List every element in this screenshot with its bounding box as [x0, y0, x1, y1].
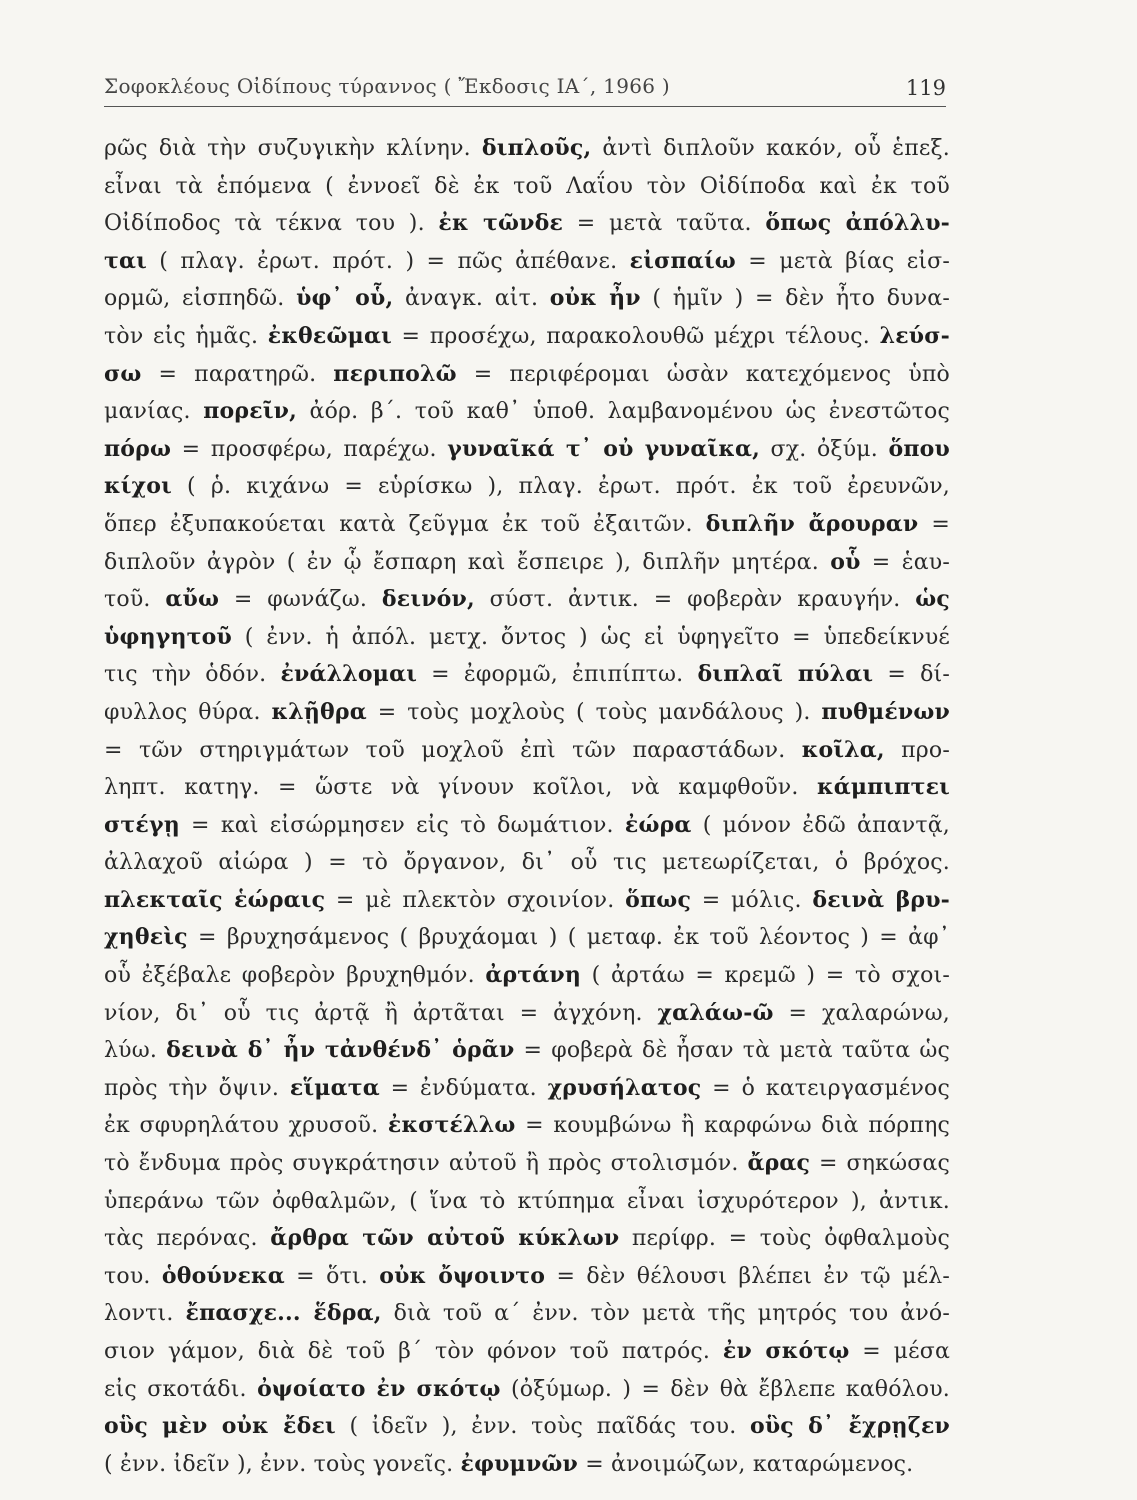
- lemma-term: δεινόν,: [381, 586, 475, 613]
- running-header: [104, 70, 946, 107]
- gloss-text: πρὸς τὴν ὄψιν.: [104, 1075, 290, 1101]
- text-line: [104, 769, 950, 807]
- gloss-text: ( ἀρτάω = κρεμῶ ) = τὸ σχοι-: [581, 963, 950, 989]
- lemma-term: οὐκ ἦν: [549, 285, 641, 312]
- text-line: [104, 1295, 950, 1333]
- gloss-text: ὑπεράνω τῶν ὀφθαλμῶν, ( ἵνα τὸ κτύπημα εἶναι ἰσχυρότερον ), ἀντικ.: [104, 1188, 950, 1214]
- lemma-term: στέγῃ: [104, 811, 180, 838]
- gloss-text: = ἐφορμῶ, ἐπιπίπτω.: [417, 662, 698, 688]
- gloss-text: σχ. ὀξύμ.: [760, 436, 889, 462]
- running-title: Σοφοκλέους Οἰδίπους τύραννος ( Ἔκδοσις ΙΑ΄, 1966 ): [104, 74, 671, 98]
- gloss-text: τὸν εἰς ἡμᾶς.: [104, 323, 268, 349]
- lemma-term: ἐφυμνῶν: [460, 1450, 579, 1477]
- lemma-term: οὓς μὲν οὐκ ἔδει: [104, 1413, 336, 1440]
- gloss-text: σύστ. ἀντικ. = φοβερὰν κραυγήν.: [474, 587, 916, 613]
- gloss-text: του.: [104, 1263, 162, 1289]
- text-line: [104, 1107, 950, 1145]
- gloss-text: = χαλαρώνω,: [773, 1000, 950, 1026]
- text-line: [104, 619, 950, 657]
- gloss-text: προ-: [884, 737, 950, 763]
- gloss-text: ἀόρ. β΄. τοῦ καθ᾽ ὑποθ. λαμβανομένου ὡς ἐνεστῶτος: [297, 399, 950, 425]
- gloss-text: ἀναγκ. αἰτ.: [393, 286, 550, 312]
- lemma-term: ὀψοίατο ἐν σκότῳ: [257, 1375, 501, 1402]
- gloss-text: = τῶν στηριγμάτων τοῦ μοχλοῦ ἐπὶ τῶν παραστάδων.: [104, 737, 802, 763]
- lemma-term: ἐκθεῶμαι: [267, 322, 392, 349]
- text-line: [104, 1220, 950, 1258]
- lemma-term: ται: [104, 247, 147, 274]
- text-line: [104, 431, 950, 469]
- text-line: [104, 1371, 950, 1409]
- text-line: [104, 656, 950, 694]
- lemma-term: πυθμένων: [821, 698, 950, 725]
- lemma-term: χηθεὶς: [104, 924, 188, 951]
- lemma-term: κίχοι: [104, 473, 172, 500]
- gloss-text: τις τὴν ὁδόν.: [104, 662, 281, 688]
- lemma-term: ἐν σκότῳ: [722, 1338, 850, 1364]
- text-line: [104, 1183, 950, 1221]
- text-line: [104, 506, 950, 544]
- gloss-text: ( ῥ. κιχάνω = εὑρίσκω ), πλαγ. ἐρωτ. πρότ. ἐκ τοῦ ἐρευνῶν,: [171, 474, 950, 500]
- lemma-term: ἐκ τῶνδε: [438, 210, 564, 237]
- gloss-text: σιον γάμον, διὰ δὲ τοῦ β΄ τὸν φόνον τοῦ πατρός.: [104, 1339, 723, 1364]
- lemma-term: εἵματα: [289, 1074, 380, 1101]
- text-line: [104, 995, 950, 1033]
- gloss-text: περίφρ. = τοὺς ὀφθαλμοὺς: [619, 1226, 950, 1252]
- text-line: [104, 919, 950, 957]
- text-line: [104, 957, 950, 995]
- gloss-text: (ὀξύμωρ. ) = δὲν θὰ ἔβλεπε καθόλου.: [500, 1376, 950, 1402]
- lemma-term: κοῖλα,: [801, 736, 885, 763]
- lemma-term: ὑφηγητοῦ: [104, 623, 233, 650]
- gloss-text: = περιφέρομαι ὡσὰν κατεχόμενος ὑπὸ: [456, 361, 950, 387]
- lemma-term: οὐκ ὄψοιντο: [379, 1262, 546, 1289]
- gloss-text: Οἰδίποδος τὰ τέκνα του ).: [104, 211, 439, 237]
- gloss-text: = προσφέρω, παρέχω.: [171, 436, 448, 462]
- gloss-text: ὅπερ ἐξυπακούεται κατὰ ζεῦγμα ἐκ τοῦ ἐξαιτῶν.: [104, 511, 706, 537]
- text-line: [104, 844, 950, 882]
- gloss-text: τὸ ἔνδυμα πρὸς συγκράτησιν αὐτοῦ ἢ πρὸς στολισμόν.: [104, 1151, 748, 1177]
- lemma-term: οὓς δ᾽ ἔχρῃζεν: [749, 1413, 950, 1440]
- gloss-text: ἀλλαχοῦ αἰώρα ) = τὸ ὄργανον, δι᾽ οὗ τις μετεωρίζεται, ὁ βρόχος.: [104, 850, 950, 876]
- lemma-term: χαλάω-ῶ: [657, 999, 774, 1026]
- gloss-text: διπλοῦν ἀγρὸν ( ἐν ᾧ ἔσπαρη καὶ ἔσπειρε ), διπλῆν μητέρα.: [104, 549, 831, 575]
- text-line: [104, 468, 950, 506]
- gloss-text: ἀντὶ διπλοῦν κακόν, οὗ ἑπεξ.: [591, 136, 950, 161]
- gloss-text: ( ἰδεῖν ), ἐνν. τοὺς παῖδάς του.: [335, 1414, 750, 1440]
- gloss-text: = προσέχω, παρακολουθῶ μέχρι τέλους.: [391, 323, 880, 349]
- lemma-term: ὡς: [915, 586, 950, 613]
- text-line: [104, 882, 950, 920]
- gloss-text: ρῶς διὰ τὴν συζυγικὴν κλίνην.: [104, 136, 482, 161]
- text-line: [104, 168, 950, 206]
- text-line: [104, 130, 950, 168]
- gloss-text: = μὲ πλεκτὸν σχοινίον.: [325, 887, 626, 913]
- lemma-term: ἐνάλλομαι: [280, 661, 418, 688]
- lemma-term: ὁθούνεκα: [161, 1262, 285, 1289]
- lemma-term: σω: [104, 360, 142, 387]
- lemma-term: ἀρτάνη: [485, 962, 582, 989]
- lemma-term: ἐώρα: [624, 811, 692, 838]
- text-line: [104, 243, 950, 281]
- lemma-term: οὗ: [830, 548, 861, 575]
- text-line: [104, 694, 950, 732]
- lemma-term: πορεῖν,: [203, 398, 298, 425]
- lemma-term: κλῇθρα: [271, 698, 367, 725]
- gloss-text: = κουμβώνω ἢ καρφώνω διὰ πόρπης: [515, 1113, 950, 1139]
- gloss-text: = ἑαυ-: [860, 549, 950, 575]
- gloss-text: ( ἡμῖν ) = δὲν ἦτο δυνα-: [640, 286, 950, 312]
- lemma-term: περιπολῶ: [333, 360, 457, 387]
- gloss-text: μανίας.: [104, 399, 204, 425]
- gloss-text: = μετὰ βίας εἰσ-: [735, 248, 950, 274]
- lemma-term: πόρω: [104, 435, 172, 462]
- gloss-text: ( μόνον ἐδῶ ἀπαντᾷ,: [691, 812, 950, 838]
- gloss-text: = δί-: [873, 662, 950, 688]
- gloss-text: διὰ τοῦ α΄ ἐνν. τὸν μετὰ τῆς μητρός του ἀνό-: [381, 1301, 950, 1327]
- gloss-text: ληπτ. κατηγ. = ὥστε νὰ γίνουν κοῖλοι, νὰ καμφθοῦν.: [104, 775, 817, 801]
- lemma-term: ἄρθρα τῶν αὐτοῦ κύκλων: [270, 1225, 620, 1252]
- lemma-term: ὑφ᾽ οὗ,: [296, 285, 394, 312]
- text-line: [104, 581, 950, 619]
- gloss-text: εἶναι τὰ ἑπόμενα ( ἐννοεῖ δὲ ἐκ τοῦ Λαΐου τὸν Οἰδίποδα καὶ ἐκ τοῦ: [104, 173, 950, 199]
- commentary-text: [104, 130, 950, 1483]
- gloss-text: νίον, δι᾽ οὗ τις ἀρτᾷ ἢ ἀρτᾶται = ἀγχόνη.: [104, 1000, 658, 1026]
- gloss-text: ( ἐνν. ἡ ἀπόλ. μετχ. ὄντος ) ὡς εἰ ὑφηγεῖτο = ὑπεδείκνυέ: [232, 624, 950, 650]
- lemma-term: ὅπως ἀπόλλυ-: [765, 210, 950, 237]
- lemma-term: διπλοῦς,: [481, 135, 592, 161]
- lemma-term: ἄρας: [747, 1150, 811, 1177]
- text-line: [104, 1333, 950, 1371]
- gloss-text: λύω.: [104, 1038, 167, 1064]
- lemma-term: εἰσπαίω: [629, 247, 736, 274]
- gloss-text: = ἐνδύματα.: [379, 1075, 548, 1101]
- gloss-text: = μόλις.: [691, 887, 813, 913]
- text-line: [104, 1032, 950, 1070]
- gloss-text: = μετὰ ταῦτα.: [563, 211, 766, 237]
- page-number: 119: [905, 76, 946, 100]
- text-line: [104, 356, 950, 394]
- gloss-text: = βρυχησάμενος ( βρυχάομαι ) ( μεταφ. ἐκ τοῦ λέοντος ) = ἀφ᾽: [187, 925, 950, 951]
- lemma-term: λεύσ-: [879, 322, 950, 349]
- gloss-text: ἐκ σφυρηλάτου χρυσοῦ.: [104, 1113, 388, 1139]
- gloss-text: = μέσα: [849, 1339, 950, 1364]
- gloss-text: ορμῶ, εἰσπηδῶ.: [104, 286, 297, 312]
- lemma-term: πλεκταῖς ἑώραις: [104, 886, 326, 913]
- text-line: [104, 1070, 950, 1108]
- gloss-text: λοντι.: [104, 1301, 186, 1327]
- gloss-text: εἰς σκοτάδι.: [104, 1376, 258, 1402]
- text-line: [104, 1258, 950, 1296]
- gloss-text: = ὅτι.: [284, 1263, 380, 1289]
- lemma-term: χρυσήλατος: [547, 1074, 702, 1101]
- text-line: [104, 1408, 950, 1446]
- gloss-text: = καὶ εἰσώρμησεν εἰς τὸ δωμάτιον.: [179, 812, 625, 838]
- gloss-text: οὗ ἐξέβαλε φοβερὸν βρυχηθμόν.: [104, 963, 486, 989]
- gloss-text: φυλλος θύρα.: [104, 699, 272, 725]
- lemma-term: ἐκστέλλω: [387, 1112, 516, 1139]
- text-line: [104, 807, 950, 845]
- text-line: [104, 1446, 950, 1484]
- gloss-text: = τοὺς μοχλοὺς ( τοὺς μανδάλους ).: [366, 699, 822, 725]
- gloss-text: τὰς περόνας.: [104, 1226, 271, 1252]
- gloss-text: = φοβερὰ δὲ ἦσαν τὰ μετὰ ταῦτα ὡς: [514, 1038, 950, 1064]
- text-line: [104, 544, 950, 582]
- gloss-text: =: [918, 511, 950, 537]
- lemma-term: διπλαῖ πύλαι: [697, 661, 874, 688]
- gloss-text: = φωνάζω.: [219, 587, 382, 613]
- gloss-text: ( ἐνν. ἰδεῖν ), ἐνν. τοὺς γονεῖς.: [104, 1451, 461, 1477]
- gloss-text: = σηκώσας: [810, 1151, 950, 1177]
- text-line: [104, 393, 950, 431]
- text-line: [104, 318, 950, 356]
- text-line: [104, 280, 950, 318]
- gloss-text: = παρατηρῶ.: [141, 361, 334, 387]
- gloss-text: = ἀνοιμώζων, καταρώμενος.: [578, 1451, 914, 1477]
- lemma-term: διπλῆν ἄρουραν: [705, 510, 919, 537]
- gloss-text: τοῦ.: [104, 587, 166, 613]
- lemma-term: γυναῖκά τ᾽ οὐ γυναῖκα,: [447, 435, 761, 462]
- gloss-text: = δὲν θέλουσι βλέπει ἐν τῷ μέλ-: [545, 1263, 950, 1289]
- lemma-term: ὅπως: [625, 886, 692, 913]
- lemma-term: δεινὰ δ᾽ ἦν τἀνθένδ᾽ ὁρᾶν: [166, 1037, 515, 1064]
- gloss-text: = ὁ κατειργασμένος: [701, 1075, 950, 1101]
- lemma-term: αὔω: [165, 586, 220, 613]
- lemma-term: ὅπου: [888, 435, 950, 462]
- lemma-term: κάμπιπτει: [817, 774, 950, 801]
- text-line: [104, 1145, 950, 1183]
- lemma-term: ἔπασχε... ἕδρα,: [185, 1300, 382, 1327]
- text-line: [104, 205, 950, 243]
- lemma-term: δεινὰ βρυ-: [812, 886, 950, 913]
- text-line: [104, 732, 950, 770]
- gloss-text: ( πλαγ. ἐρωτ. πρότ. ) = πῶς ἀπέθανε.: [146, 248, 630, 274]
